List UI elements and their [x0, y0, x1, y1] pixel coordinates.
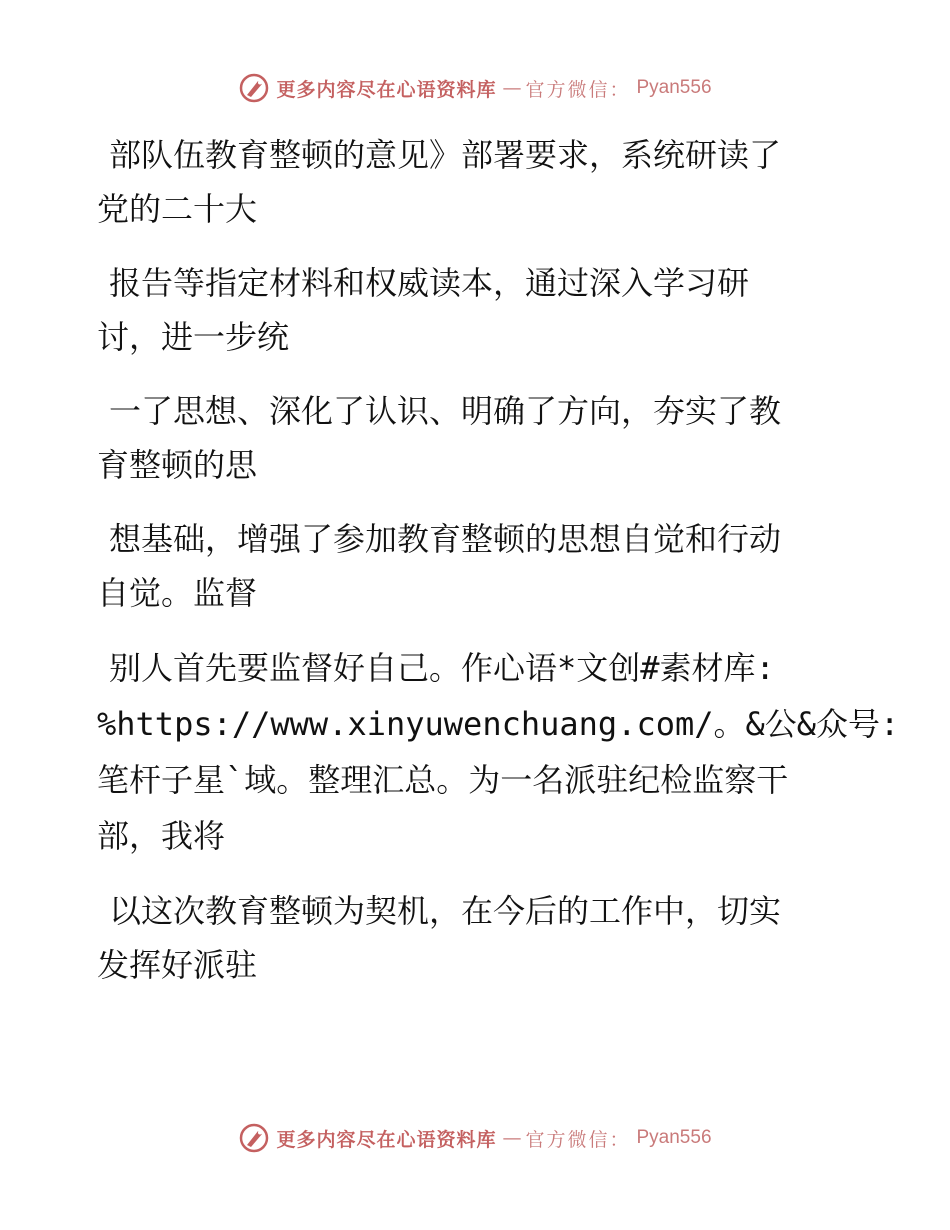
pen-circle-logo-icon — [238, 1122, 270, 1154]
watermark-official-label: 官方微信： — [525, 1128, 631, 1151]
watermark-wechat-id: Pyan556 — [636, 1127, 712, 1148]
watermark-brand: 更多内容尽在心语资料库 — [276, 78, 497, 101]
paragraph-line: 部，我将 — [97, 817, 226, 855]
watermark-dash: — — [502, 77, 520, 99]
paragraph — [97, 128, 837, 236]
paragraph-line: 笔杆子星`域。整理汇总。为一名派驻纪检监察干 — [97, 761, 789, 799]
paragraph-line: 以这次教育整顿为契机，在今后的工作中，切实 — [109, 892, 782, 930]
paragraph-line: 讨，进一步统 — [97, 318, 290, 356]
document-body — [97, 128, 900, 1012]
paragraph — [97, 512, 837, 620]
pen-circle-logo-icon — [238, 72, 270, 104]
watermark-official-label: 官方微信： — [525, 78, 631, 101]
paragraph-line: 想基础，增强了参加教育整顿的思想自觉和行动 — [109, 520, 782, 558]
header-watermark — [0, 72, 950, 104]
watermark-wechat-id: Pyan556 — [636, 77, 712, 98]
watermark-dash: — — [502, 1127, 520, 1149]
paragraph — [97, 384, 837, 492]
paragraph-line: 自觉。监督 — [97, 574, 258, 612]
paragraph-line: 党的二十大 — [97, 190, 258, 228]
watermark-brand: 更多内容尽在心语资料库 — [276, 1128, 497, 1151]
paragraph-line: 报告等指定材料和权威读本，通过深入学习研 — [109, 264, 750, 302]
footer-watermark — [0, 1122, 950, 1154]
paragraph-line: 一了思想、深化了认识、明确了方向，夯实了教 — [109, 392, 782, 430]
paragraph — [97, 884, 837, 992]
paragraph-line-url: %https://www.xinyuwenchuang.com/。&公&众号: — [97, 705, 900, 743]
paragraph — [97, 256, 837, 364]
paragraph — [97, 640, 900, 864]
paragraph-line: 别人首先要监督好自己。作心语*文创#素材库: — [109, 649, 775, 687]
paragraph-line: 育整顿的思 — [97, 446, 258, 484]
paragraph-line: 部队伍教育整顿的意见》部署要求，系统研读了 — [109, 136, 782, 174]
paragraph-line: 发挥好派驻 — [97, 946, 258, 984]
